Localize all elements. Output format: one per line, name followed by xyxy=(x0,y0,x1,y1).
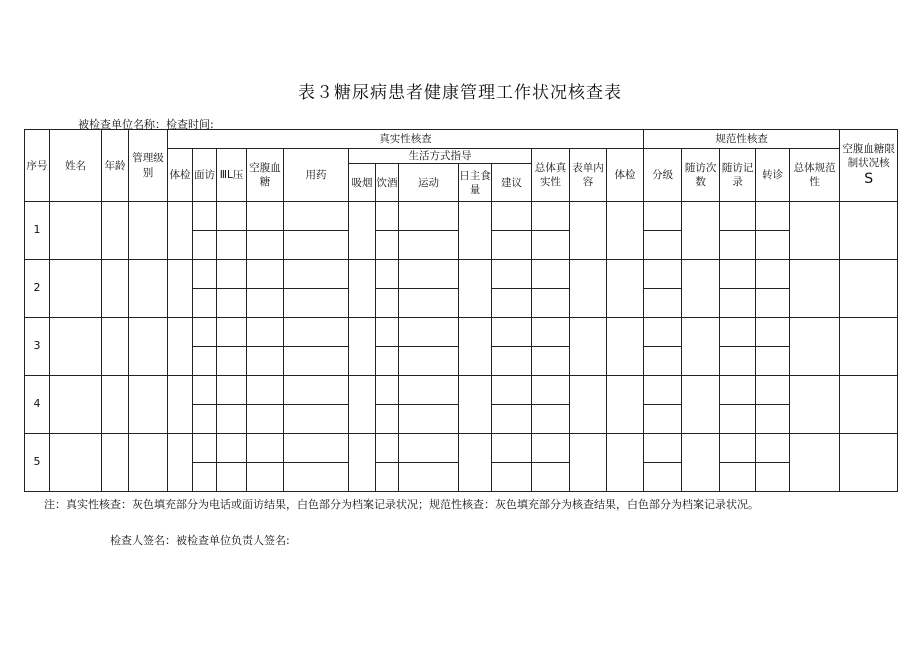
col-exam: 体检 xyxy=(607,149,644,202)
col-diet: 日主食量 xyxy=(459,164,492,202)
cell xyxy=(720,434,756,463)
cell xyxy=(50,434,102,492)
col-seq: 序号 xyxy=(25,130,50,202)
cell xyxy=(720,376,756,405)
cell xyxy=(284,376,349,405)
cell xyxy=(607,202,644,260)
cell xyxy=(217,463,247,492)
cell xyxy=(247,405,284,434)
cell xyxy=(644,405,682,434)
cell xyxy=(217,376,247,405)
cell xyxy=(376,260,399,289)
cell xyxy=(168,260,193,318)
group-norm: 规范性核查 xyxy=(644,130,840,149)
cell xyxy=(756,231,790,260)
cell xyxy=(284,463,349,492)
col-fbg-ctrl-label: 空腹血糖限制状况核 xyxy=(842,142,895,170)
cell xyxy=(217,434,247,463)
cell xyxy=(399,405,459,434)
cell xyxy=(168,434,193,492)
cell xyxy=(459,318,492,376)
col-smoke: 吸烟 xyxy=(349,164,376,202)
cell xyxy=(349,260,376,318)
cell xyxy=(247,318,284,347)
cell xyxy=(720,260,756,289)
cell xyxy=(399,434,459,463)
cell xyxy=(399,318,459,347)
cell xyxy=(376,202,399,231)
cell xyxy=(376,231,399,260)
cell xyxy=(720,463,756,492)
cell xyxy=(682,434,720,492)
cell xyxy=(532,202,570,231)
cell xyxy=(756,289,790,318)
cell xyxy=(644,289,682,318)
cell xyxy=(399,463,459,492)
cell xyxy=(790,202,840,260)
cell xyxy=(247,463,284,492)
cell xyxy=(50,260,102,318)
cell xyxy=(399,289,459,318)
cell xyxy=(284,318,349,347)
cell xyxy=(102,434,129,492)
cell xyxy=(570,318,607,376)
cell xyxy=(247,202,284,231)
cell xyxy=(682,260,720,318)
col-referral: 转诊 xyxy=(756,149,790,202)
cell xyxy=(532,289,570,318)
cell xyxy=(492,434,532,463)
cell xyxy=(644,260,682,289)
cell xyxy=(376,376,399,405)
cell xyxy=(376,405,399,434)
cell xyxy=(644,434,682,463)
cell xyxy=(376,347,399,376)
cell xyxy=(247,376,284,405)
cell xyxy=(790,318,840,376)
cell xyxy=(492,376,532,405)
cell xyxy=(193,405,217,434)
cell xyxy=(532,347,570,376)
cell xyxy=(50,376,102,434)
cell xyxy=(840,260,898,318)
cell xyxy=(756,318,790,347)
cell xyxy=(50,202,102,260)
cell xyxy=(840,202,898,260)
cell xyxy=(682,202,720,260)
cell xyxy=(644,347,682,376)
cell xyxy=(129,318,168,376)
cell xyxy=(459,202,492,260)
col-total-true: 总体真实性 xyxy=(532,149,570,202)
cell xyxy=(284,260,349,289)
cell xyxy=(756,202,790,231)
cell xyxy=(570,434,607,492)
cell xyxy=(459,260,492,318)
cell xyxy=(349,434,376,492)
cell xyxy=(376,289,399,318)
col-fbg-ctrl-mark: S xyxy=(864,171,874,188)
meta-line: 被检查单位名称：检查时间: xyxy=(78,118,214,131)
cell xyxy=(840,318,898,376)
col-advice: 建议 xyxy=(492,164,532,202)
cell xyxy=(217,202,247,231)
col-fbg-ctrl xyxy=(840,130,898,202)
cell xyxy=(492,202,532,231)
cell xyxy=(50,318,102,376)
cell xyxy=(492,405,532,434)
col-visit-rec: 随访记录 xyxy=(720,149,756,202)
col-name: 姓名 xyxy=(50,130,102,202)
cell xyxy=(840,434,898,492)
cell xyxy=(756,405,790,434)
cell xyxy=(532,376,570,405)
row-number: 1 xyxy=(25,202,50,260)
cell xyxy=(193,289,217,318)
cell xyxy=(720,231,756,260)
cell xyxy=(720,405,756,434)
cell xyxy=(217,231,247,260)
cell xyxy=(720,318,756,347)
cell xyxy=(102,376,129,434)
cell xyxy=(532,318,570,347)
cell xyxy=(492,318,532,347)
cell xyxy=(570,376,607,434)
group-true: 真实性核查 xyxy=(168,130,644,149)
cell xyxy=(607,376,644,434)
table-note: 注：真实性核查：灰色填充部分为电话或面访结果，白色部分为档案记录状况；规范性核查：灰色填充部分为核查结果，白色部分为档案记录状况。 xyxy=(44,498,759,511)
cell xyxy=(607,318,644,376)
cell xyxy=(193,202,217,231)
cell xyxy=(193,318,217,347)
cell xyxy=(129,376,168,434)
cell xyxy=(217,405,247,434)
cell xyxy=(459,434,492,492)
cell xyxy=(756,347,790,376)
cell xyxy=(756,463,790,492)
group-life: 生活方式指导 xyxy=(349,149,532,164)
cell xyxy=(607,434,644,492)
row-number: 3 xyxy=(25,318,50,376)
cell xyxy=(492,347,532,376)
cell xyxy=(247,260,284,289)
cell xyxy=(129,202,168,260)
cell xyxy=(840,376,898,434)
cell xyxy=(284,405,349,434)
cell xyxy=(193,463,217,492)
cell xyxy=(756,260,790,289)
cell xyxy=(284,347,349,376)
col-visits: 随访次数 xyxy=(682,149,720,202)
table-row xyxy=(25,376,898,405)
cell xyxy=(532,434,570,463)
cell xyxy=(247,434,284,463)
col-bp: ⅢL压 xyxy=(217,149,247,202)
cell xyxy=(607,260,644,318)
cell xyxy=(532,463,570,492)
cell xyxy=(644,463,682,492)
table-row xyxy=(25,434,898,463)
cell xyxy=(492,260,532,289)
cell xyxy=(399,376,459,405)
col-check: 体检 xyxy=(168,149,193,202)
row-number: 5 xyxy=(25,434,50,492)
cell xyxy=(492,231,532,260)
cell xyxy=(532,405,570,434)
cell xyxy=(532,231,570,260)
check-table xyxy=(24,129,898,492)
col-grade: 分级 xyxy=(644,149,682,202)
cell xyxy=(720,289,756,318)
cell xyxy=(756,434,790,463)
cell xyxy=(720,347,756,376)
cell xyxy=(217,260,247,289)
cell xyxy=(376,434,399,463)
cell xyxy=(102,260,129,318)
cell xyxy=(193,376,217,405)
cell xyxy=(284,231,349,260)
cell xyxy=(756,376,790,405)
cell xyxy=(399,260,459,289)
col-level: 管理级别 xyxy=(129,130,168,202)
cell xyxy=(217,318,247,347)
cell xyxy=(790,376,840,434)
table-row xyxy=(25,318,898,347)
cell xyxy=(399,347,459,376)
col-exercise: 运动 xyxy=(399,164,459,202)
cell xyxy=(644,318,682,347)
row-number: 2 xyxy=(25,260,50,318)
cell xyxy=(193,231,217,260)
cell xyxy=(570,260,607,318)
signature-line: 检查人签名：被检查单位负责人签名: xyxy=(110,534,290,547)
cell xyxy=(349,318,376,376)
cell xyxy=(193,347,217,376)
col-med: 用药 xyxy=(284,149,349,202)
cell xyxy=(790,434,840,492)
cell xyxy=(376,318,399,347)
cell xyxy=(790,260,840,318)
col-drink: 饮酒 xyxy=(376,164,399,202)
cell xyxy=(102,202,129,260)
cell xyxy=(682,376,720,434)
col-age: 年龄 xyxy=(102,130,129,202)
cell xyxy=(193,434,217,463)
cell xyxy=(284,289,349,318)
cell xyxy=(720,202,756,231)
cell xyxy=(644,376,682,405)
cell xyxy=(399,202,459,231)
cell xyxy=(168,202,193,260)
page-title: 表３糖尿病患者健康管理工作状况核查表 xyxy=(298,83,622,103)
col-total-norm: 总体规范性 xyxy=(790,149,840,202)
cell xyxy=(217,289,247,318)
cell xyxy=(129,434,168,492)
cell xyxy=(570,202,607,260)
cell xyxy=(682,318,720,376)
cell xyxy=(459,376,492,434)
cell xyxy=(129,260,168,318)
cell xyxy=(492,289,532,318)
cell xyxy=(193,260,217,289)
cell xyxy=(247,347,284,376)
cell xyxy=(376,463,399,492)
table-row xyxy=(25,260,898,289)
cell xyxy=(168,376,193,434)
cell xyxy=(247,231,284,260)
col-form: 表单内容 xyxy=(570,149,607,202)
cell xyxy=(532,260,570,289)
cell xyxy=(399,231,459,260)
cell xyxy=(644,231,682,260)
cell xyxy=(168,318,193,376)
col-face: 面访 xyxy=(193,149,217,202)
cell xyxy=(644,202,682,231)
table-row xyxy=(25,202,898,231)
cell xyxy=(102,318,129,376)
col-fbg: 空腹血糖 xyxy=(247,149,284,202)
cell xyxy=(492,463,532,492)
cell xyxy=(284,202,349,231)
cell xyxy=(349,376,376,434)
row-number: 4 xyxy=(25,376,50,434)
cell xyxy=(284,434,349,463)
cell xyxy=(217,347,247,376)
cell xyxy=(349,202,376,260)
cell xyxy=(247,289,284,318)
